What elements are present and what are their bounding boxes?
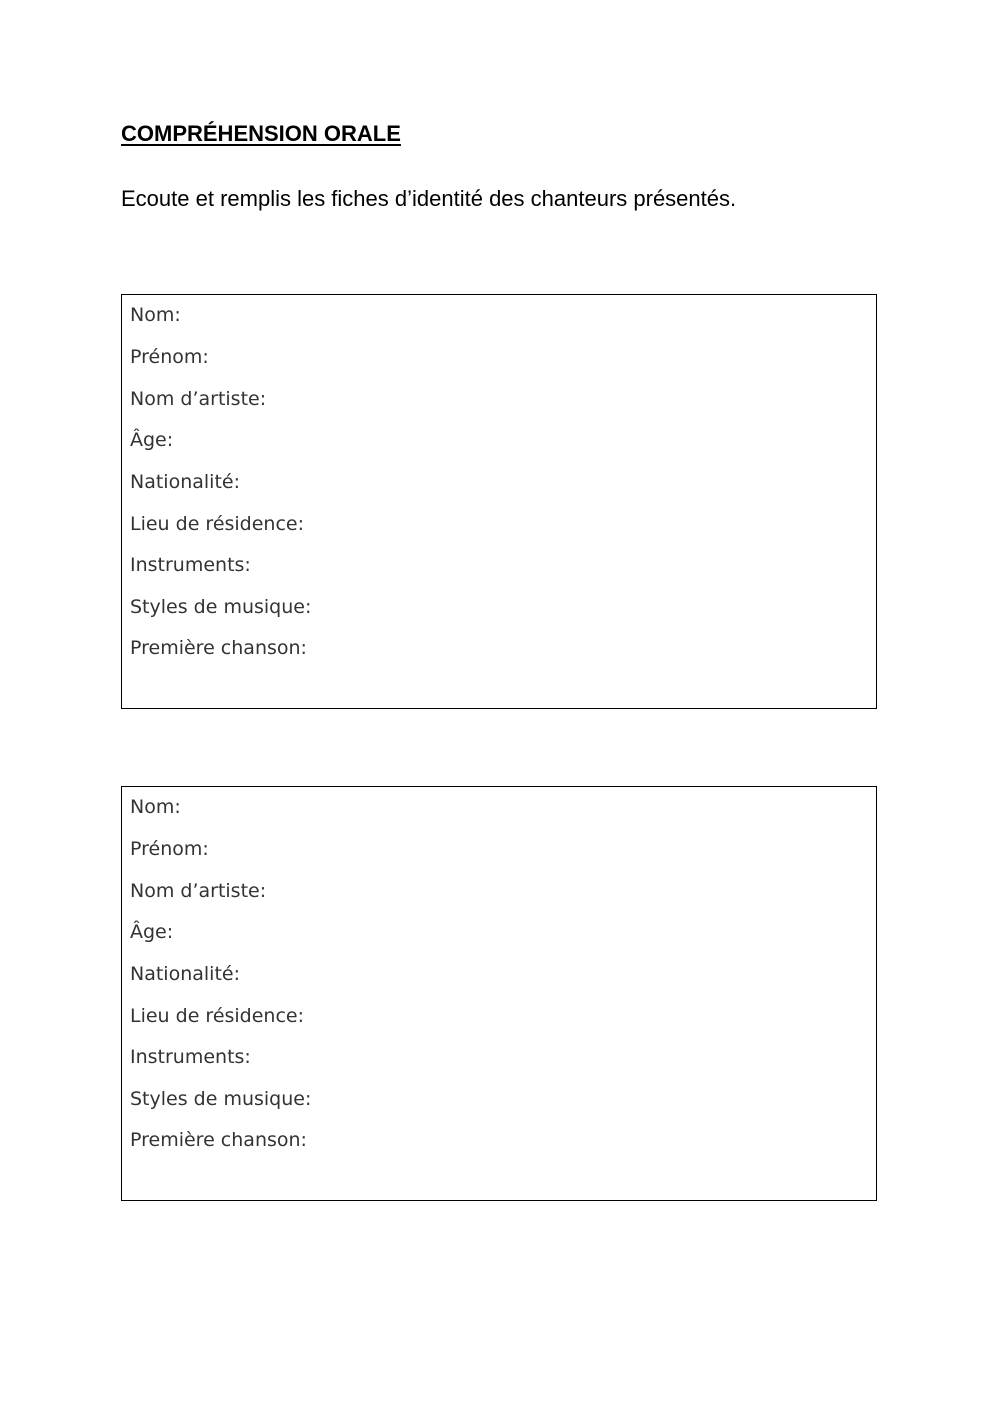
- field-instruments[interactable]: Instruments:: [130, 1046, 251, 1068]
- identity-card-2: [121, 786, 877, 1201]
- field-prenom[interactable]: Prénom:: [130, 838, 209, 860]
- field-premiere-chanson[interactable]: Première chanson:: [130, 637, 307, 659]
- field-nom-artiste[interactable]: Nom d’artiste:: [130, 388, 267, 410]
- page-title: COMPRÉHENSION ORALE: [121, 121, 401, 146]
- field-lieu-residence[interactable]: Lieu de résidence:: [130, 1005, 305, 1027]
- field-instruments[interactable]: Instruments:: [130, 554, 251, 576]
- field-age[interactable]: Âge:: [130, 921, 174, 943]
- field-prenom[interactable]: Prénom:: [130, 346, 209, 368]
- identity-card-1: [121, 294, 877, 709]
- field-premiere-chanson[interactable]: Première chanson:: [130, 1129, 307, 1151]
- field-styles-musique[interactable]: Styles de musique:: [130, 596, 312, 618]
- instruction-text: Ecoute et remplis les fiches d’identité des chanteurs présentés.: [121, 186, 737, 211]
- field-age[interactable]: Âge:: [130, 429, 174, 451]
- field-styles-musique[interactable]: Styles de musique:: [130, 1088, 312, 1110]
- field-nom[interactable]: Nom:: [130, 796, 181, 818]
- field-nationalite[interactable]: Nationalité:: [130, 471, 240, 493]
- field-nom-artiste[interactable]: Nom d’artiste:: [130, 880, 267, 902]
- field-nom[interactable]: Nom:: [130, 304, 181, 326]
- field-lieu-residence[interactable]: Lieu de résidence:: [130, 513, 305, 535]
- field-nationalite[interactable]: Nationalité:: [130, 963, 240, 985]
